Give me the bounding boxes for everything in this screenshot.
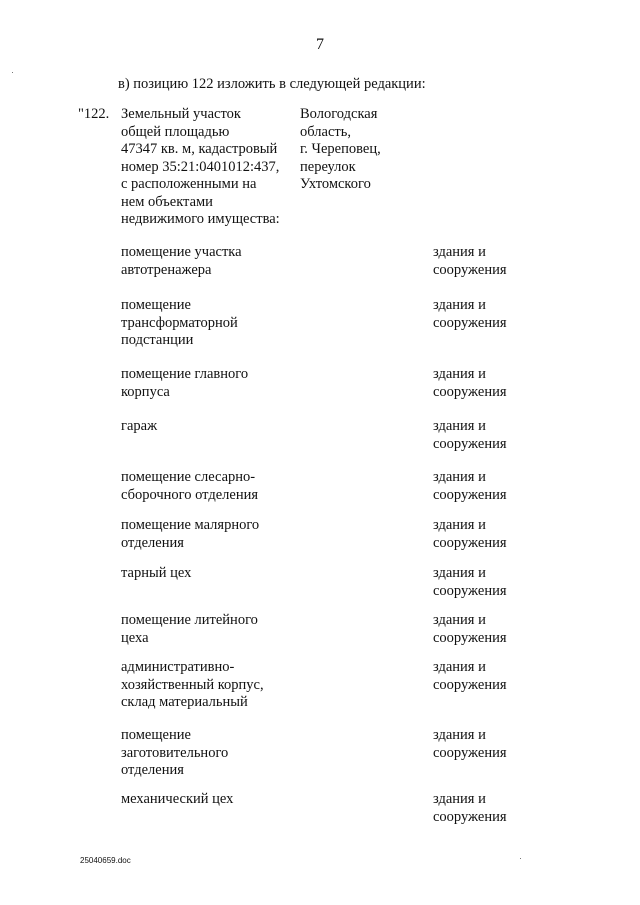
object-name (121, 297, 371, 350)
amendment-instruction: в) позицию 122 изложить в следующей редакции: (118, 76, 426, 92)
object-category-line: здания и (433, 612, 486, 628)
file-name-footer: 25040659.doc (80, 856, 131, 865)
object-category (433, 297, 533, 332)
object-name-line: помещение литейного (121, 612, 258, 628)
object-name (121, 791, 371, 809)
object-category (433, 659, 533, 694)
object-name (121, 469, 371, 504)
object-category (433, 565, 533, 600)
object-name (121, 727, 371, 780)
page-number: 7 (316, 36, 324, 53)
object-name-line: сборочного отделения (121, 486, 259, 503)
object-name-line: отделения (121, 534, 184, 551)
object-category-line: сооружения (433, 676, 507, 693)
object-name (121, 244, 371, 279)
object-category-line: здания и (433, 469, 486, 485)
object-category-line: здания и (433, 727, 486, 743)
object-category-line: здания и (433, 659, 486, 675)
address-line: Ухтомского (300, 176, 371, 192)
object-category-line: здания и (433, 244, 486, 260)
object-name-line: помещение малярного (121, 517, 260, 533)
object-name-line: хозяйственный корпус, (121, 676, 264, 693)
object-category-line: здания и (433, 297, 486, 313)
scan-speck (12, 72, 13, 73)
object-name-line: помещение (121, 297, 191, 313)
object-category-line: сооружения (433, 808, 507, 825)
scan-speck (520, 858, 521, 859)
object-name-line: цеха (121, 629, 149, 646)
object-name-line: механический цех (121, 791, 234, 807)
object-name-line: помещение главного (121, 366, 249, 382)
object-category-line: здания и (433, 565, 486, 581)
description-line: недвижимого имущества: (121, 211, 280, 227)
object-name-line: склад материальный (121, 694, 248, 710)
description-line: Земельный участок (121, 106, 241, 122)
object-category-line: здания и (433, 791, 486, 807)
object-category (433, 727, 533, 762)
object-category-line: сооружения (433, 629, 507, 646)
object-name-line: тарный цех (121, 565, 192, 581)
object-category-line: сооружения (433, 314, 507, 331)
object-category (433, 418, 533, 453)
object-category (433, 791, 533, 826)
object-name (121, 565, 371, 583)
object-name-line: помещение участка (121, 244, 242, 260)
object-category (433, 366, 533, 401)
object-category-line: здания и (433, 517, 486, 533)
object-name (121, 659, 371, 712)
object-category-line: сооружения (433, 582, 507, 599)
object-category-line: здания и (433, 418, 486, 434)
object-name-line: помещение слесарно- (121, 469, 256, 485)
object-category (433, 612, 533, 647)
description-line: общей площадью (121, 123, 230, 140)
address-line: область, (300, 123, 351, 140)
object-name-line: трансформаторной (121, 314, 238, 331)
land-plot-address (300, 106, 410, 194)
object-name-line: заготовительного (121, 744, 229, 761)
description-line: 47347 кв. м, кадастровый (121, 141, 278, 157)
object-category-line: здания и (433, 366, 486, 382)
object-name-line: административно- (121, 659, 235, 675)
object-name (121, 366, 371, 401)
object-name (121, 517, 371, 552)
object-category-line: сооружения (433, 383, 507, 400)
address-line: г. Череповец, (300, 141, 381, 157)
address-line: Вологодская (300, 106, 378, 122)
object-category (433, 469, 533, 504)
description-line: нем объектами (121, 193, 213, 210)
object-name (121, 418, 371, 436)
object-category-line: сооружения (433, 744, 507, 761)
object-category-line: сооружения (433, 486, 507, 503)
object-name-line: корпуса (121, 383, 170, 400)
object-name-line: автотренажера (121, 261, 212, 278)
object-category-line: сооружения (433, 261, 507, 278)
address-line: переулок (300, 158, 356, 175)
position-number: "122. (78, 106, 110, 122)
object-category (433, 244, 533, 279)
object-name-line: подстанции (121, 332, 194, 348)
description-line: с расположенными на (121, 176, 257, 192)
object-category-line: сооружения (433, 534, 507, 551)
description-line: номер 35:21:0401012:437, (121, 158, 280, 175)
land-plot-description (121, 106, 291, 229)
object-category (433, 517, 533, 552)
object-name-line: гараж (121, 418, 158, 434)
object-name (121, 612, 371, 647)
object-name-line: отделения (121, 762, 184, 778)
object-name-line: помещение (121, 727, 191, 743)
object-category-line: сооружения (433, 435, 507, 452)
